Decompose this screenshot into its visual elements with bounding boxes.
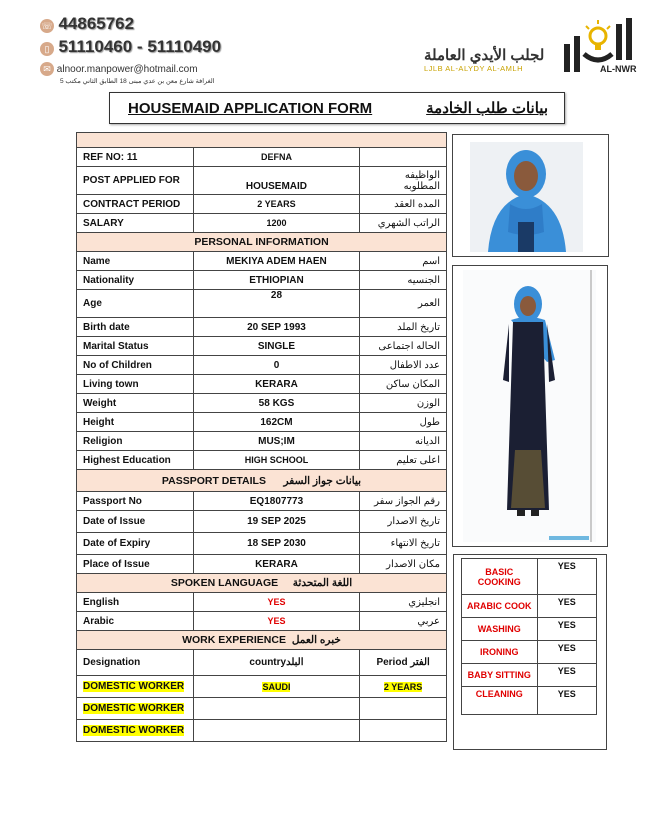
religion-value: MUS;IM [193,432,359,451]
issue-date-label: Date of Issue [77,511,194,533]
country-header: countryالبلد [193,650,359,676]
ref-value: DEFNA [193,148,359,167]
nationality-label: Nationality [77,271,194,290]
portrait-photo-frame [452,134,609,257]
skill-name: CLEANING [462,687,538,715]
arabic-value: YES [193,612,359,631]
skill-name: BASIC COOKING [462,559,538,595]
english-value: YES [193,593,359,612]
skill-name: WASHING [462,618,538,641]
email-line: ✉ alnoor.manpower@hotmail.com [40,62,198,76]
education-label: Highest Education [77,451,194,470]
company-name-ar: لجلب الأيدي العاملة [424,47,545,64]
skill-name: BABY SITTING [462,664,538,687]
arabic-label: Arabic [77,612,194,631]
skill-value: YES [537,664,596,687]
town-value: KERARA [193,375,359,394]
company-name-en: LJLB AL-ALYDY AL-AMLH [424,64,524,73]
skill-name: ARABIC COOK [462,595,538,618]
skill-value: YES [537,618,596,641]
experience-heading: WORK EXPERIENCE خبره العمل [77,631,447,650]
post-value: HOUSEMAID [193,167,359,195]
name-label: Name [77,252,194,271]
english-label: English [77,593,194,612]
age-label: Age [77,290,194,318]
birthdate-value: 20 SEP 1993 [193,318,359,337]
expiry-date-value: 18 SEP 2030 [193,533,359,555]
language-heading: SPOKEN LANGUAGE اللغة المتحدثة [77,574,447,593]
form-title-en: HOUSEMAID APPLICATION FORM [128,100,373,117]
passport-no-label: Passport No [77,492,194,511]
expiry-date-label: Date of Expiry [77,533,194,555]
skill-value: YES [537,595,596,618]
skill-name: IRONING [462,641,538,664]
skills-table [461,558,597,715]
contract-label: CONTRACT PERIOD [77,195,194,214]
issue-date-value: 19 SEP 2025 [193,511,359,533]
issue-place-value: KERARA [193,555,359,574]
form-title-ar: بيانات طلب الخادمة [426,100,548,117]
issue-place-label: Place of Issue [77,555,194,574]
designation-header: Designation [77,650,194,676]
company-logo: AL-NWR [560,14,650,76]
salary-label-ar: الراتب الشهري [360,214,447,233]
salary-value: 1200 [193,214,359,233]
salary-label: SALARY [77,214,194,233]
experience-row: DOMESTIC WORKER [77,676,194,698]
experience-row: DOMESTIC WORKER [77,720,194,742]
religion-label: Religion [77,432,194,451]
contract-label-ar: المده العقد [360,195,447,214]
marital-label: Marital Status [77,337,194,356]
children-value: 0 [193,356,359,375]
portrait-photo [470,142,583,252]
skills-panel [453,554,607,750]
table-header-band [77,133,447,148]
form-title-box [109,92,565,124]
age-value: 28 [193,290,359,318]
skill-value: YES [537,687,596,715]
birthdate-label: Birth date [77,318,194,337]
email-icon: ✉ [40,62,54,76]
contract-value: 2 YEARS [193,195,359,214]
ref-label: REF NO: 11 [77,148,194,167]
post-label-ar: الواظيفه المطلوبه [360,167,447,195]
education-value: HIGH SCHOOL [193,451,359,470]
weight-label: Weight [77,394,194,413]
name-value: MEKIYA ADEM HAEN [193,252,359,271]
phone-line-1: ☏ 44865762 [41,14,135,33]
period-header: Period الفتر [360,650,447,676]
post-label: POST APPLIED FOR [77,167,194,195]
full-body-photo-frame [452,265,608,547]
children-label: No of Children [77,356,194,375]
skill-value: YES [537,641,596,664]
experience-row: DOMESTIC WORKER [77,698,194,720]
application-form-table: REF NO: 11 DEFNA POST APPLIED FOR HOUSEMAID الواظيفه المطلوبه CONTRACT PERIOD 2 YEARS المده العقد SALARY 1200 الراتب الشهري PERSONAL INFORMATION Name MEKIYA ADEM HAEN اسم Nationality ETHIOPIAN الجنسيه Age 28 العمر Birth date 20 SEP 1993 تاريخ الملد Marital Status SINGLE الحاله اجتماعى No of Children 0 عدد الاطفال Living town KERARA المكان ساكن Weight 58 KGS الوزن Height 162CM طول Religion MUS;IM الديانه Highest Education HIGH SCHOOL اعلى تعليم PASSPORT DETAILS بيانات جواز السفر Passport No EQ1807773 رقم الجواز سفر Date of Issue 19 SEP 2025 تاريخ الاصدار Date of Expiry 18 SEP 2030 تاريخ الانتهاء Place of Issue KERARA مكان الاصدار SPOKEN LANGUAGE اللغة المتحدثة English YES انجليزي Arabic YES عربي WORK EXPERIENCE خبره العمل Designation countryالبلد Period الفتر DOMESTIC WORKER SAUDI 2 YEARS DOMESTIC WORKER DOMESTIC WORKER [76,132,447,742]
personal-info-heading: PERSONAL INFORMATION [77,233,447,252]
phone-line-2: ▯ 51110460 - 51110490 [40,37,221,57]
nationality-value: ETHIOPIAN [193,271,359,290]
passport-heading: PASSPORT DETAILS بيانات جواز السفر [77,470,447,492]
phone-icon: ☏ [41,21,53,31]
skill-value: YES [537,559,596,595]
marital-value: SINGLE [193,337,359,356]
weight-value: 58 KGS [193,394,359,413]
height-label: Height [77,413,194,432]
full-body-photo [463,270,596,542]
address-line: الغرافة شارع معن بن عدي مبنى 18 الطابق الثاني مكتب 5 [60,78,215,85]
town-label: Living town [77,375,194,394]
passport-no-value: EQ1807773 [193,492,359,511]
height-value: 162CM [193,413,359,432]
mobile-icon: ▯ [40,42,54,56]
